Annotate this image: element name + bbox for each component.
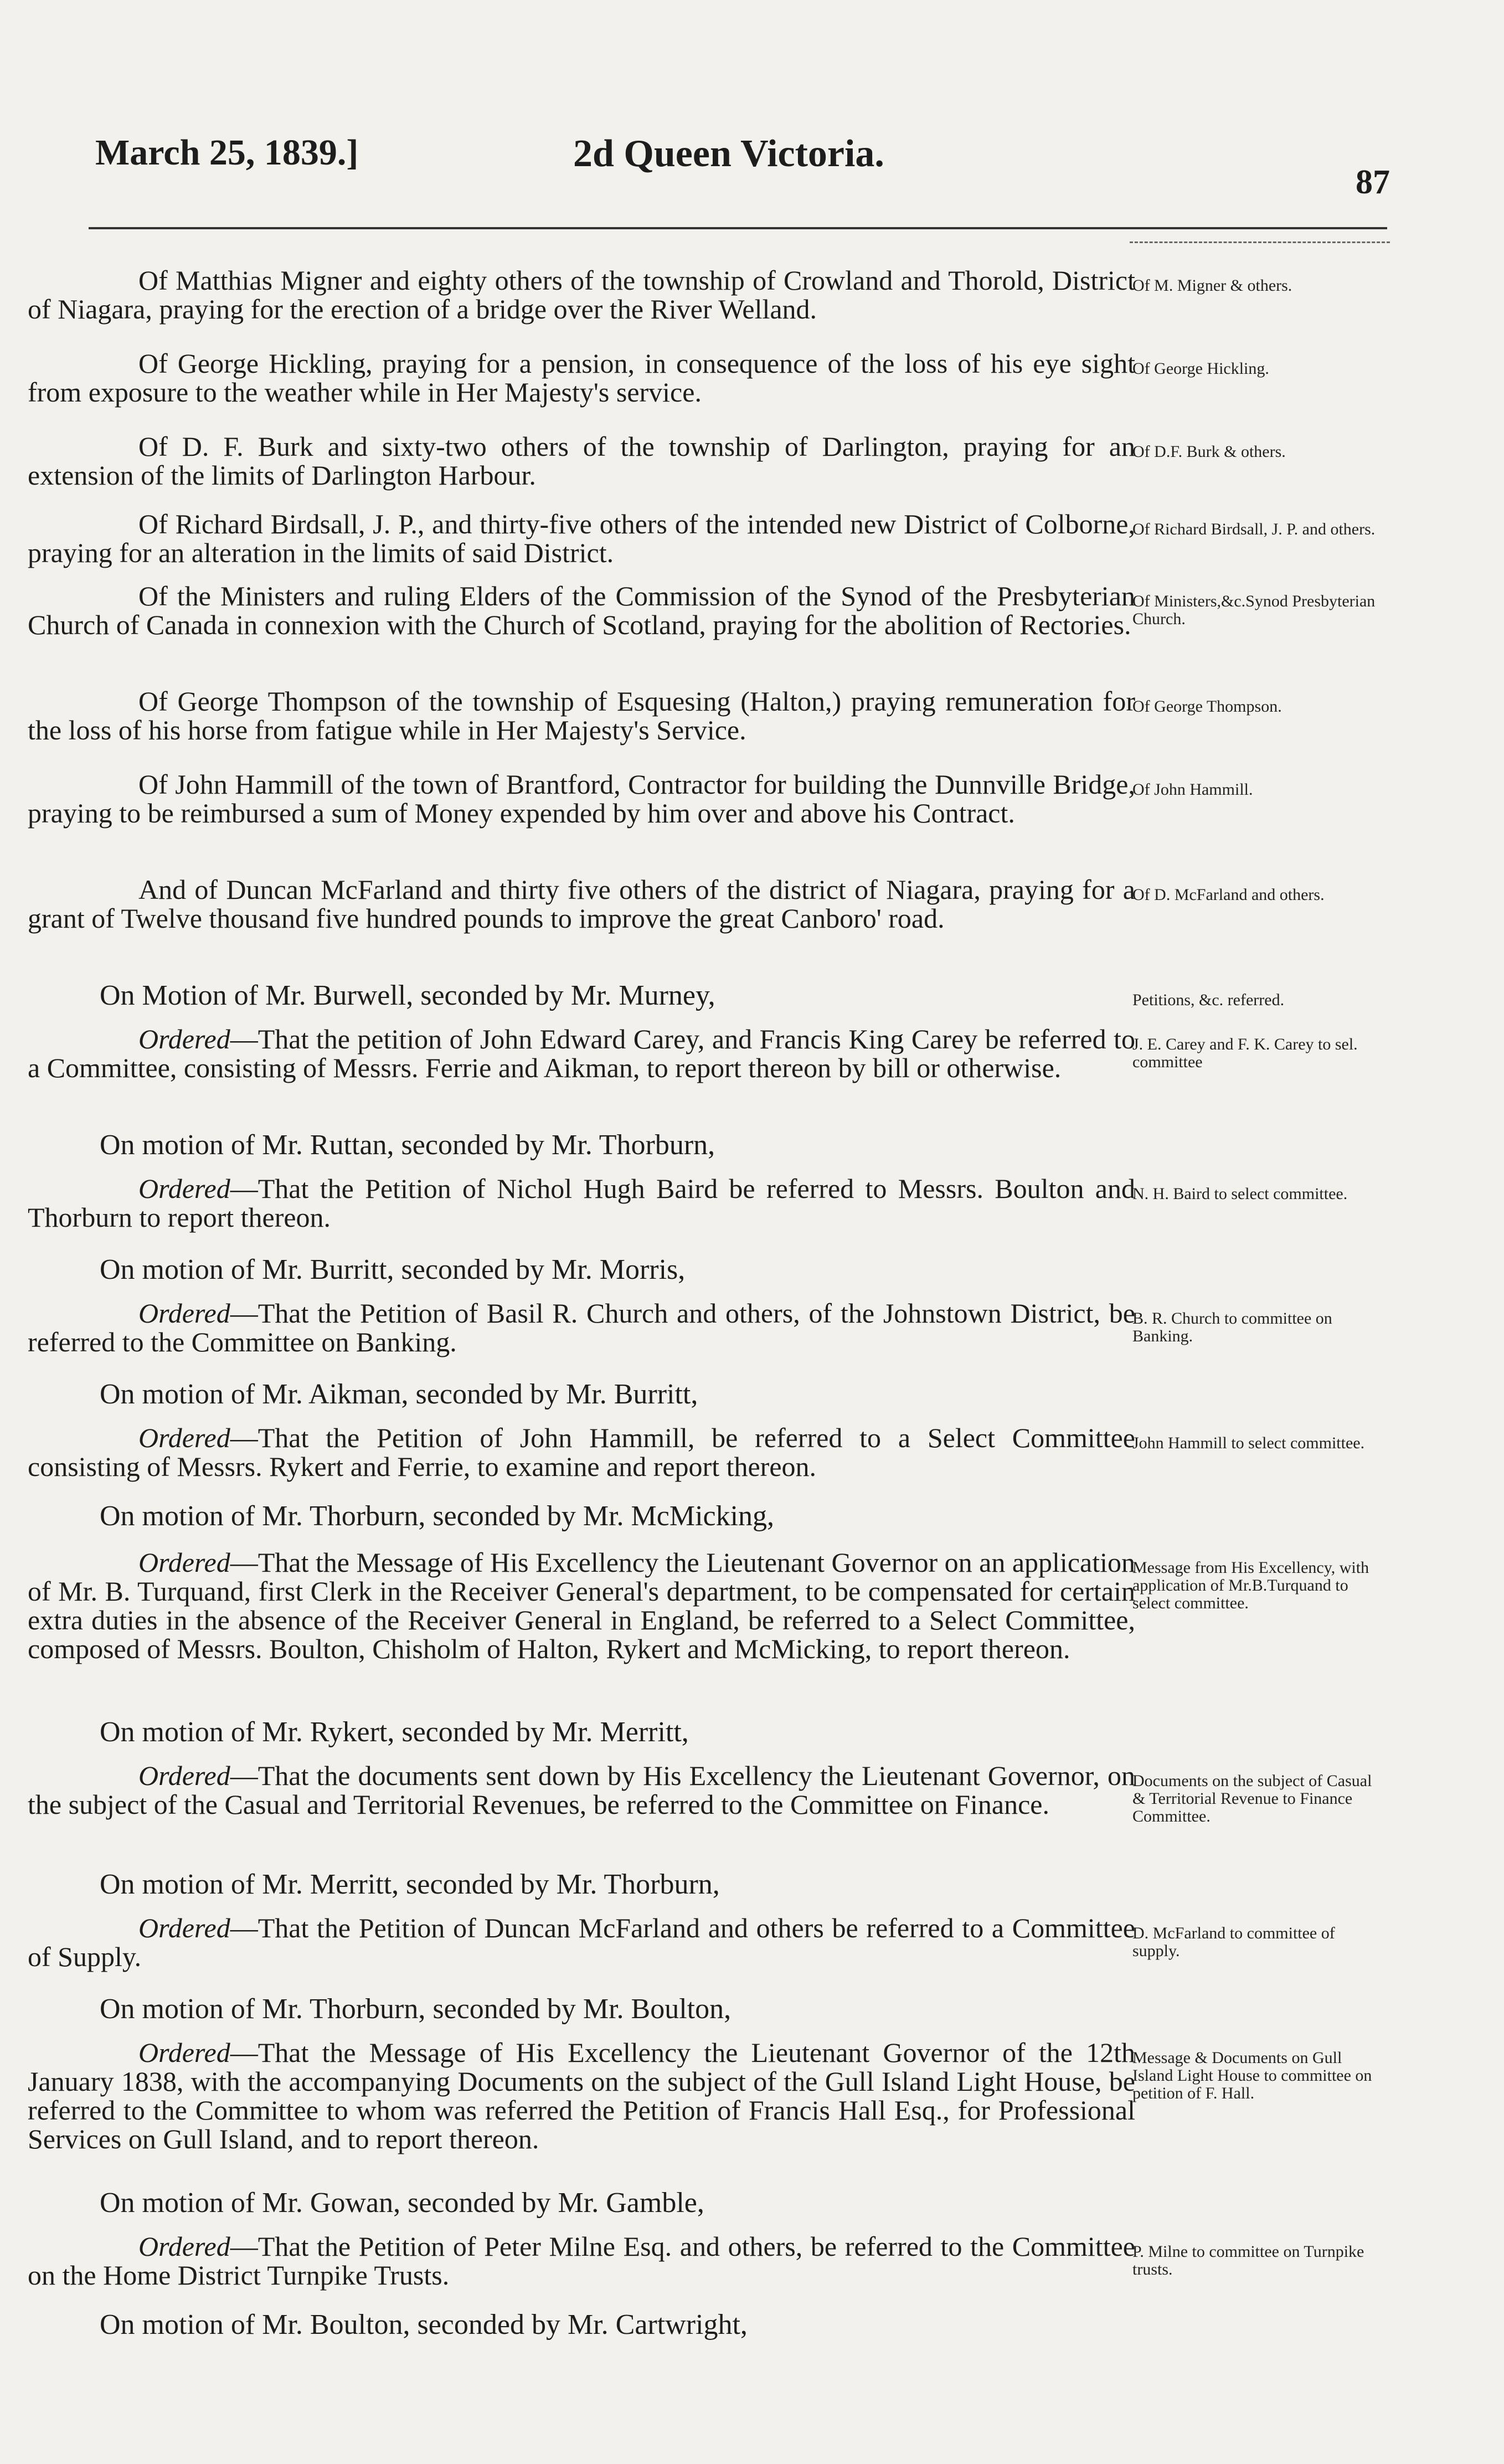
header-rule	[89, 227, 1387, 229]
ordered-label: Ordered	[138, 1422, 230, 1453]
margin-note: Of M. Migner & others.	[1132, 276, 1292, 295]
paragraph-text	[28, 432, 1135, 490]
paragraph-text	[28, 2038, 1135, 2153]
paragraph-text	[28, 1025, 1135, 1082]
petition-paragraph	[28, 510, 1135, 567]
margin-note: Petitions, &c. referred.	[1132, 991, 1285, 1009]
margin-note: Of George Hickling.	[1132, 359, 1269, 378]
ordered-paragraph	[28, 2232, 1135, 2290]
motion-line: On motion of Mr. Ruttan, seconded by Mr. Thorburn,	[100, 1129, 715, 1161]
ordered-label: Ordered	[138, 1912, 230, 1943]
motion-line: On motion of Mr. Burritt, seconded by Mr. Morris,	[100, 1254, 686, 1285]
paragraph-body: Of D. F. Burk and sixty-two others of the township of Darlington, praying for an extension of the limits of Darlington Harbour.	[28, 431, 1135, 491]
ordered-label: Ordered	[138, 1547, 230, 1578]
paragraph-text	[28, 1913, 1135, 1971]
motion-line: On Motion of Mr. Burwell, seconded by Mr. Murney,	[100, 980, 715, 1011]
margin-note: J. E. Carey and F. K. Carey to sel. committee	[1132, 1035, 1358, 1071]
motion-line: On motion of Mr. Aikman, seconded by Mr. Burritt,	[100, 1378, 698, 1410]
ordered-paragraph	[28, 1025, 1135, 1082]
petition-paragraph	[28, 875, 1135, 933]
paragraph-body: —That the petition of John Edward Carey, and Francis King Carey be referred to a Committee, consisting of Messrs. Ferrie and Aikman, to report thereon by bill or otherwise.	[28, 1023, 1135, 1083]
header-dashed-rule	[1130, 241, 1390, 243]
ordered-label: Ordered	[138, 1023, 230, 1054]
ordered-paragraph	[28, 1423, 1135, 1481]
margin-note: Of George Thompson.	[1132, 697, 1282, 716]
margin-note: Message & Documents on Gull Island Light House to committee on petition of F. Hall.	[1132, 2049, 1372, 2102]
ordered-paragraph	[28, 1548, 1135, 1663]
ordered-label: Ordered	[138, 2037, 230, 2068]
header-title: 2d Queen Victoria.	[573, 132, 884, 175]
petition-paragraph	[28, 349, 1135, 407]
motion-line: On motion of Mr. Thorburn, seconded by Mr. McMicking,	[100, 1500, 775, 1532]
ordered-paragraph	[28, 2038, 1135, 2153]
margin-note: D. McFarland to committee of supply.	[1132, 1924, 1335, 1960]
paragraph-text	[28, 510, 1135, 567]
paragraph-body: Of George Thompson of the township of Esquesing (Halton,) praying remuneration for the loss of his horse from fatigue while in Her Majesty's Service.	[28, 686, 1135, 745]
paragraph-text	[28, 266, 1135, 323]
paragraph-text	[28, 875, 1135, 933]
paragraph-body: —That the Petition of Peter Milne Esq. and others, be referred to the Committee on the Home District Turnpike Trusts.	[28, 2231, 1135, 2291]
paragraph-text	[28, 1174, 1135, 1232]
petition-paragraph	[28, 582, 1135, 639]
paragraph-body: Of John Hammill of the town of Brantford, Contractor for building the Dunnville Bridge, praying to be reimbursed a sum of Money expended by him over and above his Contract.	[28, 769, 1135, 829]
ordered-paragraph	[28, 1299, 1135, 1356]
margin-note: Documents on the subject of Casual & Territorial Revenue to Finance Committee.	[1132, 1772, 1372, 1825]
motion-line: On motion of Mr. Merritt, seconded by Mr. Thorburn,	[100, 1869, 720, 1900]
paragraph-text	[28, 1299, 1135, 1356]
margin-note: Of Richard Birdsall, J. P. and others.	[1132, 520, 1376, 538]
margin-note: Of D. McFarland and others.	[1132, 886, 1325, 904]
paragraph-text	[28, 1548, 1135, 1663]
margin-note: P. Milne to committee on Turnpike trusts.	[1132, 2242, 1364, 2278]
paragraph-text	[28, 2232, 1135, 2290]
ordered-paragraph	[28, 1913, 1135, 1971]
paragraph-body: Of George Hickling, praying for a pension, in consequence of the loss of his eye sight from exposure to the weather while in Her Majesty's service.	[28, 348, 1135, 408]
paragraph-text	[28, 1423, 1135, 1481]
ordered-paragraph	[28, 1761, 1135, 1819]
paragraph-text	[28, 770, 1135, 827]
paragraph-text	[28, 582, 1135, 639]
paragraph-body: —That the Petition of Basil R. Church and others, of the Johnstown District, be referred to the Committee on Banking.	[28, 1298, 1135, 1357]
ordered-label: Ordered	[138, 1760, 230, 1791]
petition-paragraph	[28, 770, 1135, 827]
paragraph-body: Of Richard Birdsall, J. P., and thirty-five others of the intended new District of Colborne, praying for an alteration in the limits of said District.	[28, 508, 1135, 568]
motion-line: On motion of Mr. Thorburn, seconded by Mr. Boulton,	[100, 1993, 732, 2025]
paragraph-body: —That the Petition of John Hammill, be referred to a Select Committee consisting of Messrs. Rykert and Ferrie, to examine and report thereon.	[28, 1422, 1135, 1482]
margin-note: Of John Hammill.	[1132, 780, 1253, 799]
motion-line: On motion of Mr. Boulton, seconded by Mr. Cartwright,	[100, 2309, 748, 2340]
paragraph-body: Of Matthias Migner and eighty others of the township of Crowland and Thorold, District of Niagara, praying for the erection of a bridge over the River Welland.	[28, 265, 1135, 325]
motion-line: On motion of Mr. Gowan, seconded by Mr. Gamble,	[100, 2187, 704, 2219]
margin-note: John Hammill to select committee.	[1132, 1434, 1365, 1452]
ordered-label: Ordered	[138, 2231, 230, 2262]
petition-paragraph	[28, 432, 1135, 490]
margin-note: B. R. Church to committee on Banking.	[1132, 1309, 1332, 1345]
petition-paragraph	[28, 266, 1135, 323]
paragraph-body: —That the Petition of Nichol Hugh Baird be referred to Messrs. Boulton and Thorburn to report thereon.	[28, 1173, 1135, 1233]
motion-line: On motion of Mr. Rykert, seconded by Mr. Merritt,	[100, 1716, 689, 1748]
paragraph-body: Of the Ministers and ruling Elders of the Commission of the Synod of the Presbyterian Church of Canada in connexion with the Church of Scotland, praying for the abolition of Rectories.	[28, 580, 1135, 640]
paragraph-body: And of Duncan McFarland and thirty five others of the district of Niagara, praying for a grant of Twelve thousand five hundred pounds to improve the great Canboro' road.	[28, 874, 1135, 934]
header-date: March 25, 1839.]	[95, 132, 359, 173]
ordered-paragraph	[28, 1174, 1135, 1232]
ordered-label: Ordered	[138, 1298, 230, 1329]
ordered-label: Ordered	[138, 1173, 230, 1204]
paragraph-text	[28, 1761, 1135, 1819]
paragraph-body: —That the documents sent down by His Excellency the Lieutenant Governor, on the subject of the Casual and Territorial Revenues, be referred to the Committee on Finance.	[28, 1760, 1135, 1820]
paragraph-body: —That the Message of His Excellency the Lieutenant Governor on an application of Mr. B. Turquand, first Clerk in the Receiver General's department, to be compensated for certain extra duties in the absence of the Receiver General in England, be referred to a Select Committee, composed of Messrs. Boulton, Chisholm of Halton, Rykert and McMicking, to report thereon.	[28, 1547, 1135, 1664]
margin-note: Of Ministers,&c.Synod Presbyterian Church.	[1132, 592, 1376, 628]
margin-note: N. H. Baird to select committee.	[1132, 1185, 1348, 1203]
margin-note: Message from His Excellency, with application of Mr.B.Turquand to select committee.	[1132, 1558, 1369, 1612]
paragraph-text	[28, 687, 1135, 744]
paragraph-body: —That the Message of His Excellency the Lieutenant Governor of the 12th January 1838, with the accompanying Documents on the subject of the Gull Island Light House, be referred to the Committee to whom was referred the Petition of Francis Hall Esq., for Professional Services on Gull Island, and to report thereon.	[28, 2037, 1135, 2154]
petition-paragraph	[28, 687, 1135, 744]
page-number: 87	[1356, 163, 1390, 201]
margin-note: Of D.F. Burk & others.	[1132, 443, 1286, 461]
paragraph-body: —That the Petition of Duncan McFarland and others be referred to a Committee of Supply.	[28, 1912, 1135, 1972]
paragraph-text	[28, 349, 1135, 407]
